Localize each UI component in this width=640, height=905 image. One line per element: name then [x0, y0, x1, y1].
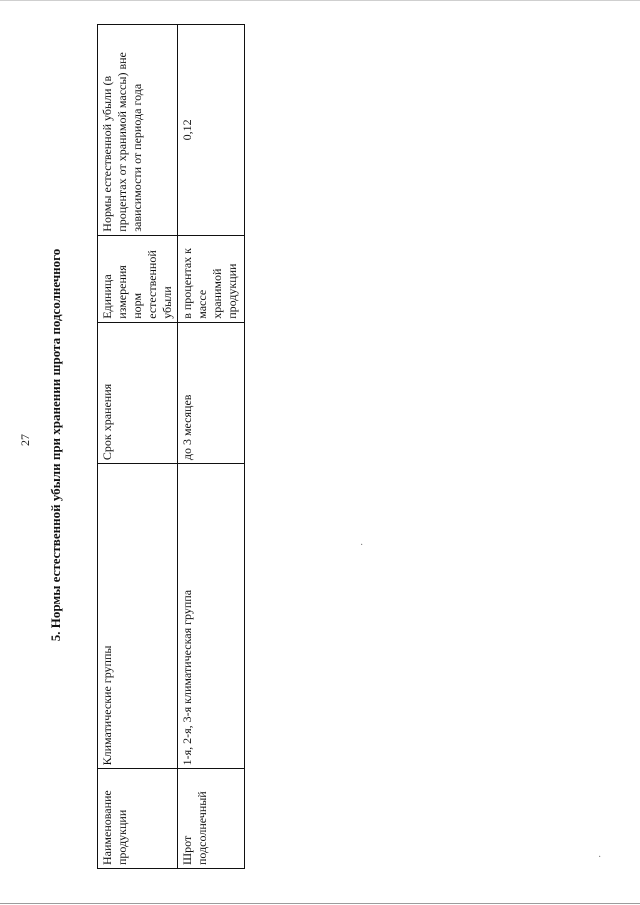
cell-norm: 0,12 [178, 25, 245, 236]
table-header-row [98, 25, 178, 869]
table-row [178, 25, 245, 869]
scan-edge-bottom [0, 903, 640, 904]
cell-unit: в процентах к массе хранимой продукции [178, 235, 245, 322]
cell-product: Шрот подсолнечный [178, 769, 245, 869]
cell-climatic-groups: 1-я, 2-я, 3-я климатическая группа [178, 464, 245, 769]
norms-table [97, 24, 245, 869]
header-product: Наименование продукции [98, 769, 178, 869]
header-climatic-groups: Климатические группы [98, 464, 178, 769]
scan-speck: · [360, 540, 364, 551]
section-title: 5. Нормы естественной убыли при хранении шрота подсолнечного [48, 248, 63, 642]
header-norm: Нормы естественной убыли (в процентах от хранимой массы) вне зависимости от периода года [98, 25, 178, 236]
page-number: 27 [18, 434, 32, 446]
cell-storage-period: до 3 месяцев [178, 322, 245, 463]
scan-speck: · [598, 852, 602, 863]
header-unit: Единица измерения норм естественной убыли [98, 235, 178, 322]
header-storage-period: Срок хранения [98, 322, 178, 463]
